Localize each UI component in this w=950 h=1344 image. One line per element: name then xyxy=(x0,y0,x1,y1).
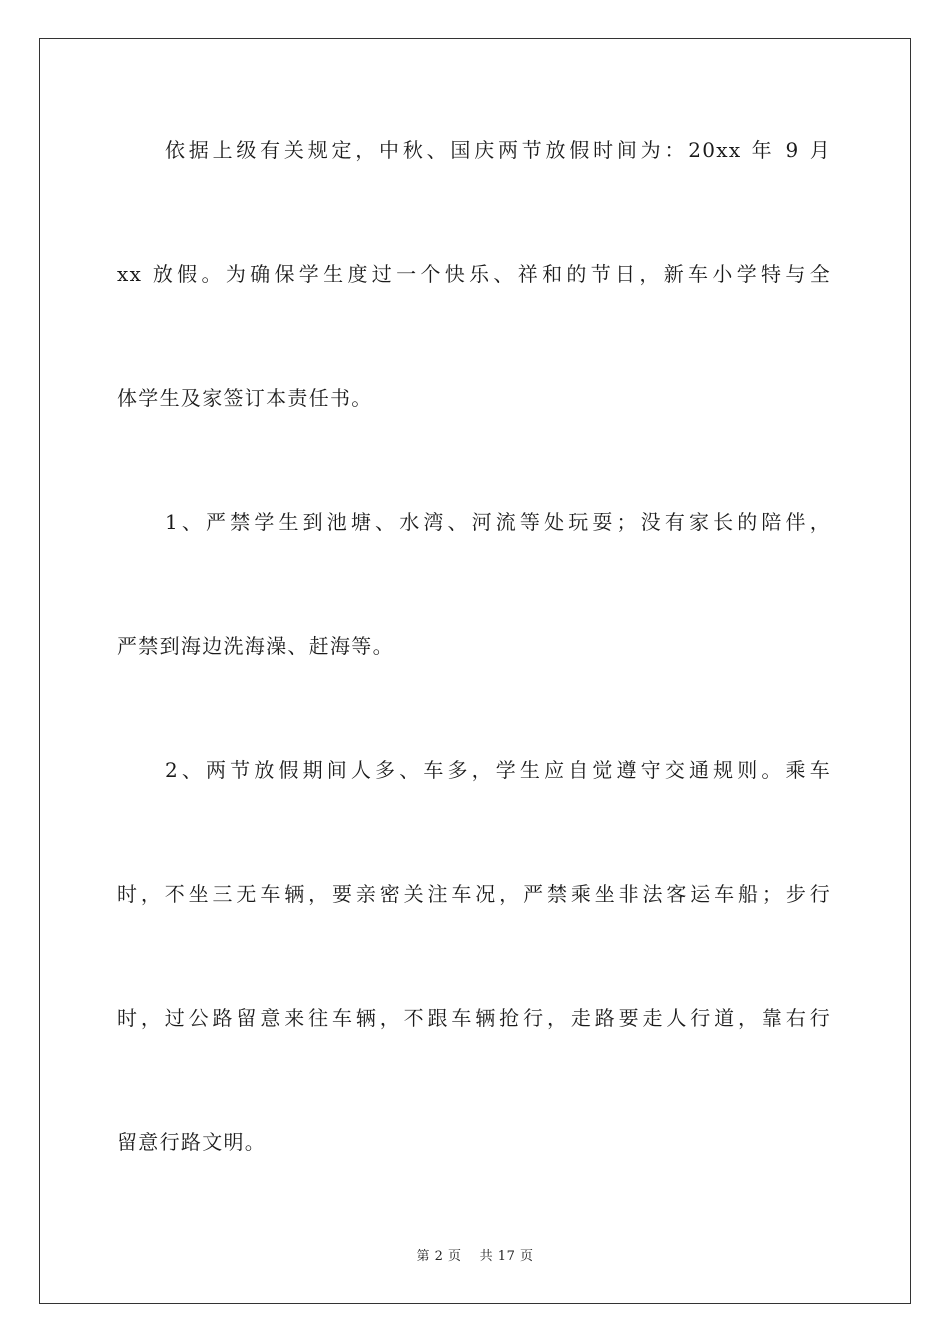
page-footer: 第 2 页 共 17 页 xyxy=(416,1249,534,1264)
page-border xyxy=(39,38,911,1304)
paragraph-line-9: 留意行路文明。 xyxy=(117,1130,267,1154)
paragraph-line-6: 2、两节放假期间人多、车多，学生应自觉遵守交通规则。乘车 xyxy=(165,758,831,782)
paragraph-line-7: 时，不坐三无车辆，要亲密关注车况，严禁乘坐非法客运车船；步行 xyxy=(117,882,831,906)
paragraph-line-4: 1、严禁学生到池塘、水湾、河流等处玩耍；没有家长的陪伴， xyxy=(165,510,831,534)
paragraph-line-1: 依据上级有关规定，中秋、国庆两节放假时间为：20xx 年 9 月 xyxy=(165,138,831,162)
paragraph-line-2: xx 放假。为确保学生度过一个快乐、祥和的节日，新车小学特与全 xyxy=(117,262,831,286)
paragraph-line-8: 时，过公路留意来往车辆，不跟车辆抢行，走路要走人行道，靠右行 xyxy=(117,1006,831,1030)
paragraph-line-5: 严禁到海边洗海澡、赶海等。 xyxy=(117,634,394,658)
paragraph-line-3: 体学生及家签订本责任书。 xyxy=(117,386,373,410)
